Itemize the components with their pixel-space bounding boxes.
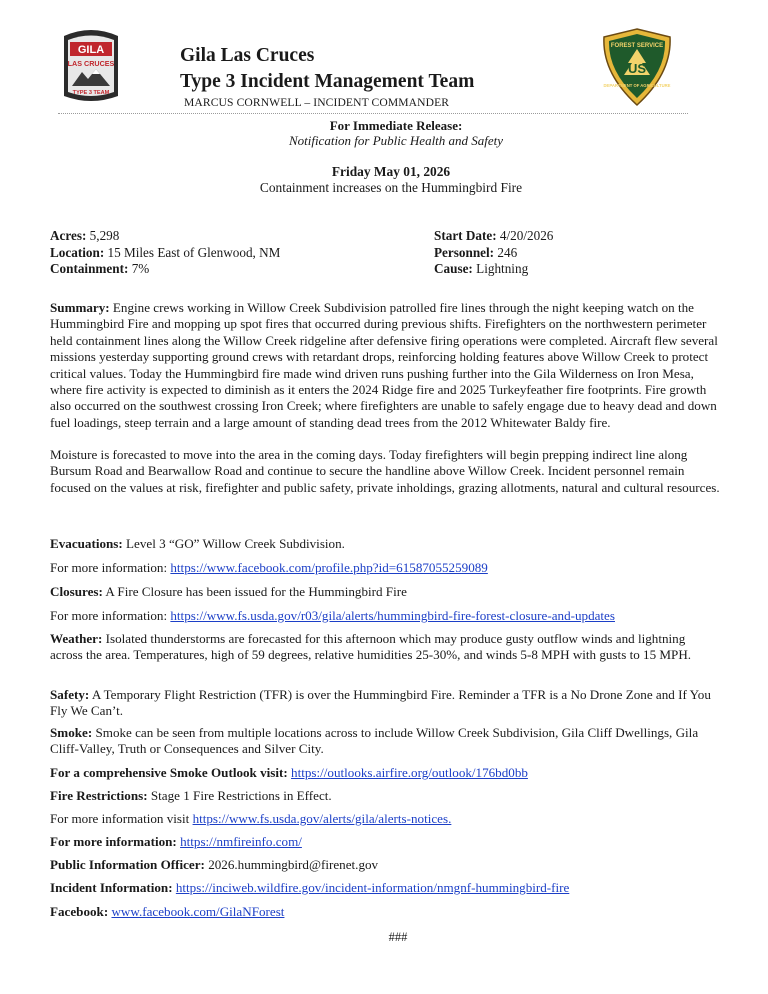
restrictions-info-text: For more information visit (50, 811, 193, 826)
more-info-line (50, 834, 302, 850)
shield-bottom-text: DEPARTMENT OF AGRICULTURE (603, 83, 671, 88)
personnel-fact (434, 245, 517, 262)
closures-info-line (50, 608, 615, 624)
summary-paragraph (50, 300, 720, 431)
weather-label: Weather: (50, 631, 103, 646)
smoke-text: Smoke can be seen from multiple locations across to include Willow Creek Subdivision, Gila Cliff Dwellings, Gila Cliff-Valley, Truth or Consequences and Silver City. (50, 725, 699, 757)
forest-service-shield-logo (598, 27, 676, 107)
weather-text: Isolated thunderstorms are forecasted for this afternoon which may produce gusty outflow winds and lightning across the area. Temperatures, high of 59 degrees, relative humidities 25-30%, and winds 5-8 MPH with gusts to 15 MPH. (50, 631, 692, 663)
logo-las-cruces-text: LAS CRUCES (67, 59, 115, 68)
team-name-line2: Type 3 Incident Management Team (180, 71, 475, 92)
shield-top-text: FOREST SERVICE (610, 43, 664, 49)
evacuations-facebook-link[interactable]: https://www.facebook.com/profile.php?id=61587055259089 (170, 560, 488, 575)
facebook-label: Facebook: (50, 904, 109, 919)
gila-las-cruces-logo (58, 26, 124, 106)
inciweb-link[interactable]: https://inciweb.wildfire.gov/incident-information/nmgnf-hummingbird-fire (175, 880, 570, 895)
fire-restrictions-label: Fire Restrictions: (50, 788, 148, 803)
pio-line (50, 857, 378, 873)
fire-restrictions-line (50, 788, 332, 804)
closure-order-link[interactable]: https://www.fs.usda.gov/r03/gila/alerts/hummingbird-fire-forest-closure-and-updates (170, 608, 615, 623)
pio-label: Public Information Officer: (50, 857, 205, 872)
smoke-outlook-line (50, 765, 528, 781)
acres-label: Acres: (50, 228, 87, 243)
location-value: 15 Miles East of Glenwood, NM (104, 244, 281, 260)
pio-email: 2026.hummingbird@firenet.gov (204, 857, 379, 872)
cause-label: Cause: (434, 261, 473, 277)
restrictions-info-line (50, 811, 451, 827)
start-date-value: 4/20/2026 (496, 228, 554, 243)
closures-text: A Fire Closure has been issued for the Hummingbird Fire (102, 584, 407, 599)
release-date: Friday May 01, 2026 (331, 164, 451, 179)
closures-line (50, 584, 407, 600)
release-headline: Containment increases on the Hummingbird Fire (259, 180, 523, 195)
cause-fact (434, 261, 528, 278)
summary-label: Summary: (50, 300, 110, 315)
nmfireinfo-link[interactable]: https://nmfireinfo.com/ (180, 834, 302, 849)
personnel-label: Personnel: (434, 244, 495, 260)
safety-paragraph (50, 687, 720, 720)
team-name-line1: Gila Las Cruces (180, 45, 315, 66)
start-date-label: Start Date: (434, 228, 497, 243)
closures-label: Closures: (50, 584, 103, 599)
incident-facts (50, 228, 730, 278)
fire-restrictions-text: Stage 1 Fire Restrictions in Effect. (147, 788, 332, 803)
safety-label: Safety: (50, 687, 90, 702)
evacuations-line (50, 536, 345, 552)
incident-info-label: Incident Information: (50, 880, 173, 895)
evacuations-label: Evacuations: (50, 536, 123, 551)
location-label: Location: (50, 244, 105, 260)
closures-info-text: For more information: (50, 608, 171, 623)
containment-value: 7% (128, 261, 150, 277)
release-label: For Immediate Release: (329, 118, 463, 133)
containment-label: Containment: (50, 261, 129, 277)
logo-gila-text: GILA (77, 44, 105, 56)
safety-text: A Temporary Flight Restriction (TFR) is over the Hummingbird Fire. Reminder a TFR is a No Drone Zone and If You Fly We Can’t. (50, 687, 711, 719)
facebook-link[interactable]: www.facebook.com/GilaNForest (111, 904, 285, 919)
moisture-paragraph: Moisture is forecasted to move into the area in the coming days. Today firefighters will begin prepping indirect line along Bursum Road and Bearwallow Road and continue to secure the handline above Willow Creek. Incident personnel remain focused on the values at risk, firefighter and public safety, private inholdings, grazing allotments, natural and cultural resources. (50, 447, 720, 495)
evac-info-text: For more information: (50, 560, 171, 575)
start-date-fact (434, 228, 553, 245)
more-info-label: For more information: (50, 834, 177, 849)
containment-fact (50, 261, 149, 278)
acres-value: 5,298 (86, 228, 120, 243)
shield-center-text: US (627, 61, 647, 76)
smoke-outlook-label: For a comprehensive Smoke Outlook visit: (50, 765, 288, 780)
location-fact (50, 245, 280, 262)
smoke-outlook-link[interactable]: https://outlooks.airfire.org/outlook/176bd0bb (291, 765, 528, 780)
summary-text: Engine crews working in Willow Creek Subdivision patrolled fire lines through the night keeping watch on the Hummingbird Fire and mopping up spot fires that occurred during previous shifts. Firefighters on the northwestern perimeter held containment lines along the Willow Creek ridgeline after defensive firing operations were completed. Aircraft flew several missions yesterday supporting ground crews with retardant drops, reinforcing holding features above Willow Creek to protect critical values. Today the Hummingbird fire made wind driven runs pushing further into the Gila Wilderness on Iron Mesa, where fire activity is expected to diminish as it enters the 2024 Ridge fire and 2025 Turkeyfeather fire footprints. Fire growth also occurred on the southwest crossing Iron Creek; where firefighters are unable to safely engage due to heavy dead and down fuel loadings, steep terrain and a large amount of standing dead trees from the 2012 Whitewater Baldy fire. (50, 300, 718, 430)
logo-type3-text: TYPE 3 TEAM (72, 90, 110, 96)
incident-commander: MARCUS CORNWELL – INCIDENT COMMANDER (184, 96, 450, 109)
end-mark: ### (388, 930, 408, 944)
incident-info-line (50, 880, 569, 896)
personnel-value: 246 (494, 244, 518, 260)
evacuations-text: Level 3 “GO” Willow Creek Subdivision. (122, 536, 345, 551)
smoke-label: Smoke: (50, 725, 93, 740)
evacuations-info-line (50, 560, 488, 576)
acres-fact (50, 228, 119, 245)
smoke-paragraph (50, 725, 720, 758)
alerts-notices-link[interactable]: https://www.fs.usda.gov/alerts/gila/alerts-notices. (192, 811, 452, 826)
notification-subtitle: Notification for Public Health and Safety (288, 133, 504, 148)
weather-paragraph (50, 631, 720, 664)
header-divider (58, 113, 688, 114)
cause-value: Lightning (472, 261, 529, 277)
facebook-line (50, 904, 284, 920)
